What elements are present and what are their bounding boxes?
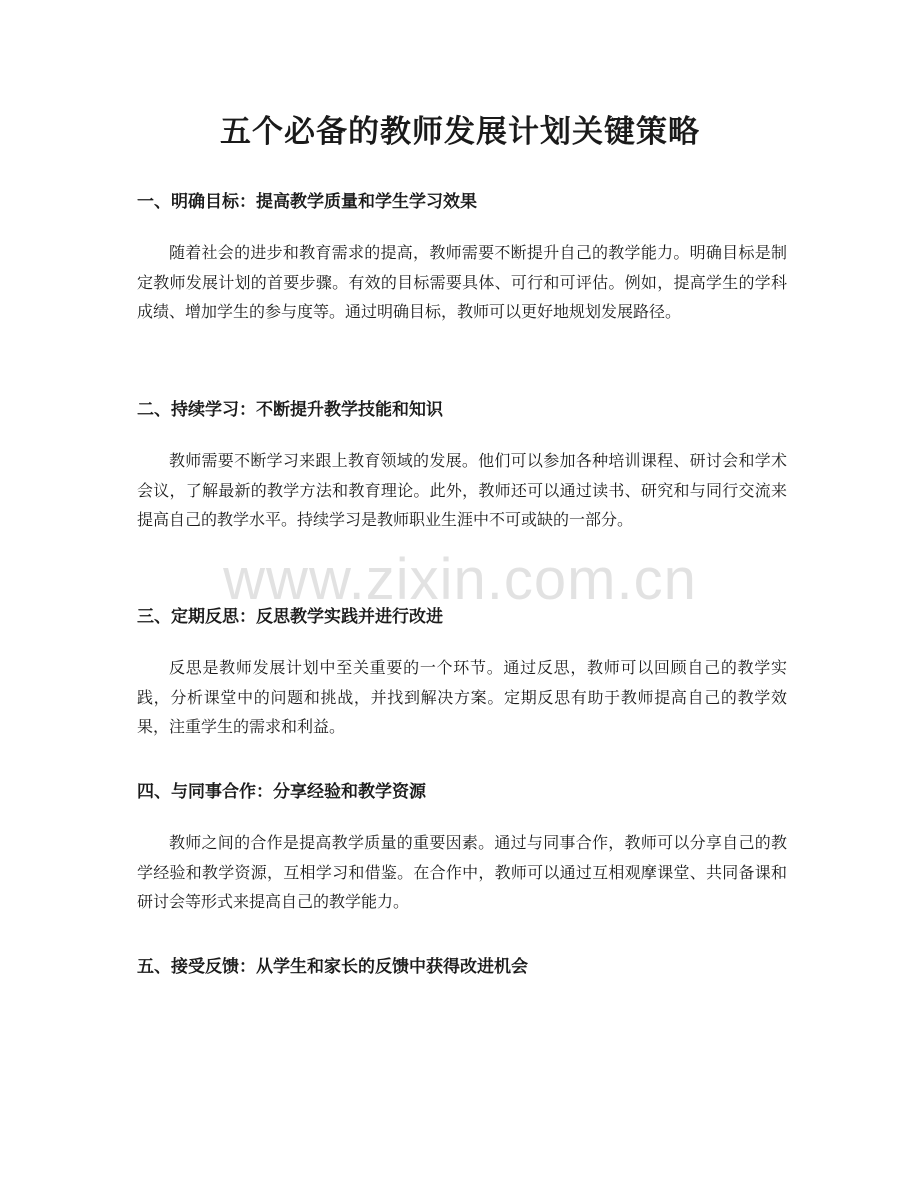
section-1-paragraph: 随着社会的进步和教育需求的提高，教师需要不断提升自己的教学能力。明确目标是制定教师发展计划的首要步骤。有效的目标需要具体、可行和可评估。例如，提高学生的学科成绩、增加学生的参与度等。通过明确目标，教师可以更好地规划发展路径。 [137,243,787,321]
section-3-paragraph: 反思是教师发展计划中至关重要的一个环节。通过反思，教师可以回顾自己的教学实践，分析课堂中的问题和挑战，并找到解决方案。定期反思有助于教师提高自己的教学效果，注重学生的需求和利益。 [137,658,787,736]
document-title: 五个必备的教师发展计划关键策略 [220,114,700,150]
section-5 [137,955,787,979]
watermark: www.zixin.com.cn [223,547,697,612]
section-4 [137,780,787,917]
section-5-heading: 五、接受反馈：从学生和家长的反馈中获得改进机会 [137,957,528,977]
section-4-paragraph: 教师之间的合作是提高教学质量的重要因素。通过与同事合作，教师可以分享自己的教学经验和教学资源，互相学习和借鉴。在合作中，教师可以通过互相观摩课堂、共同备课和研讨会等形式来提高自己的教学能力。 [137,833,787,911]
section-3-heading: 三、定期反思：反思教学实践并进行改进 [137,607,443,627]
section-3 [137,605,787,742]
section-4-heading: 四、与同事合作：分享经验和教学资源 [137,782,426,802]
section-1 [137,190,787,327]
section-2 [137,398,787,535]
section-2-paragraph: 教师需要不断学习来跟上教育领域的发展。他们可以参加各种培训课程、研讨会和学术会议，了解最新的教学方法和教育理论。此外，教师还可以通过读书、研究和与同行交流来提高自己的教学水平。持续学习是教师职业生涯中不可或缺的一部分。 [137,451,787,529]
section-1-heading: 一、明确目标：提高教学质量和学生学习效果 [137,192,477,212]
section-2-heading: 二、持续学习：不断提升教学技能和知识 [137,400,443,420]
